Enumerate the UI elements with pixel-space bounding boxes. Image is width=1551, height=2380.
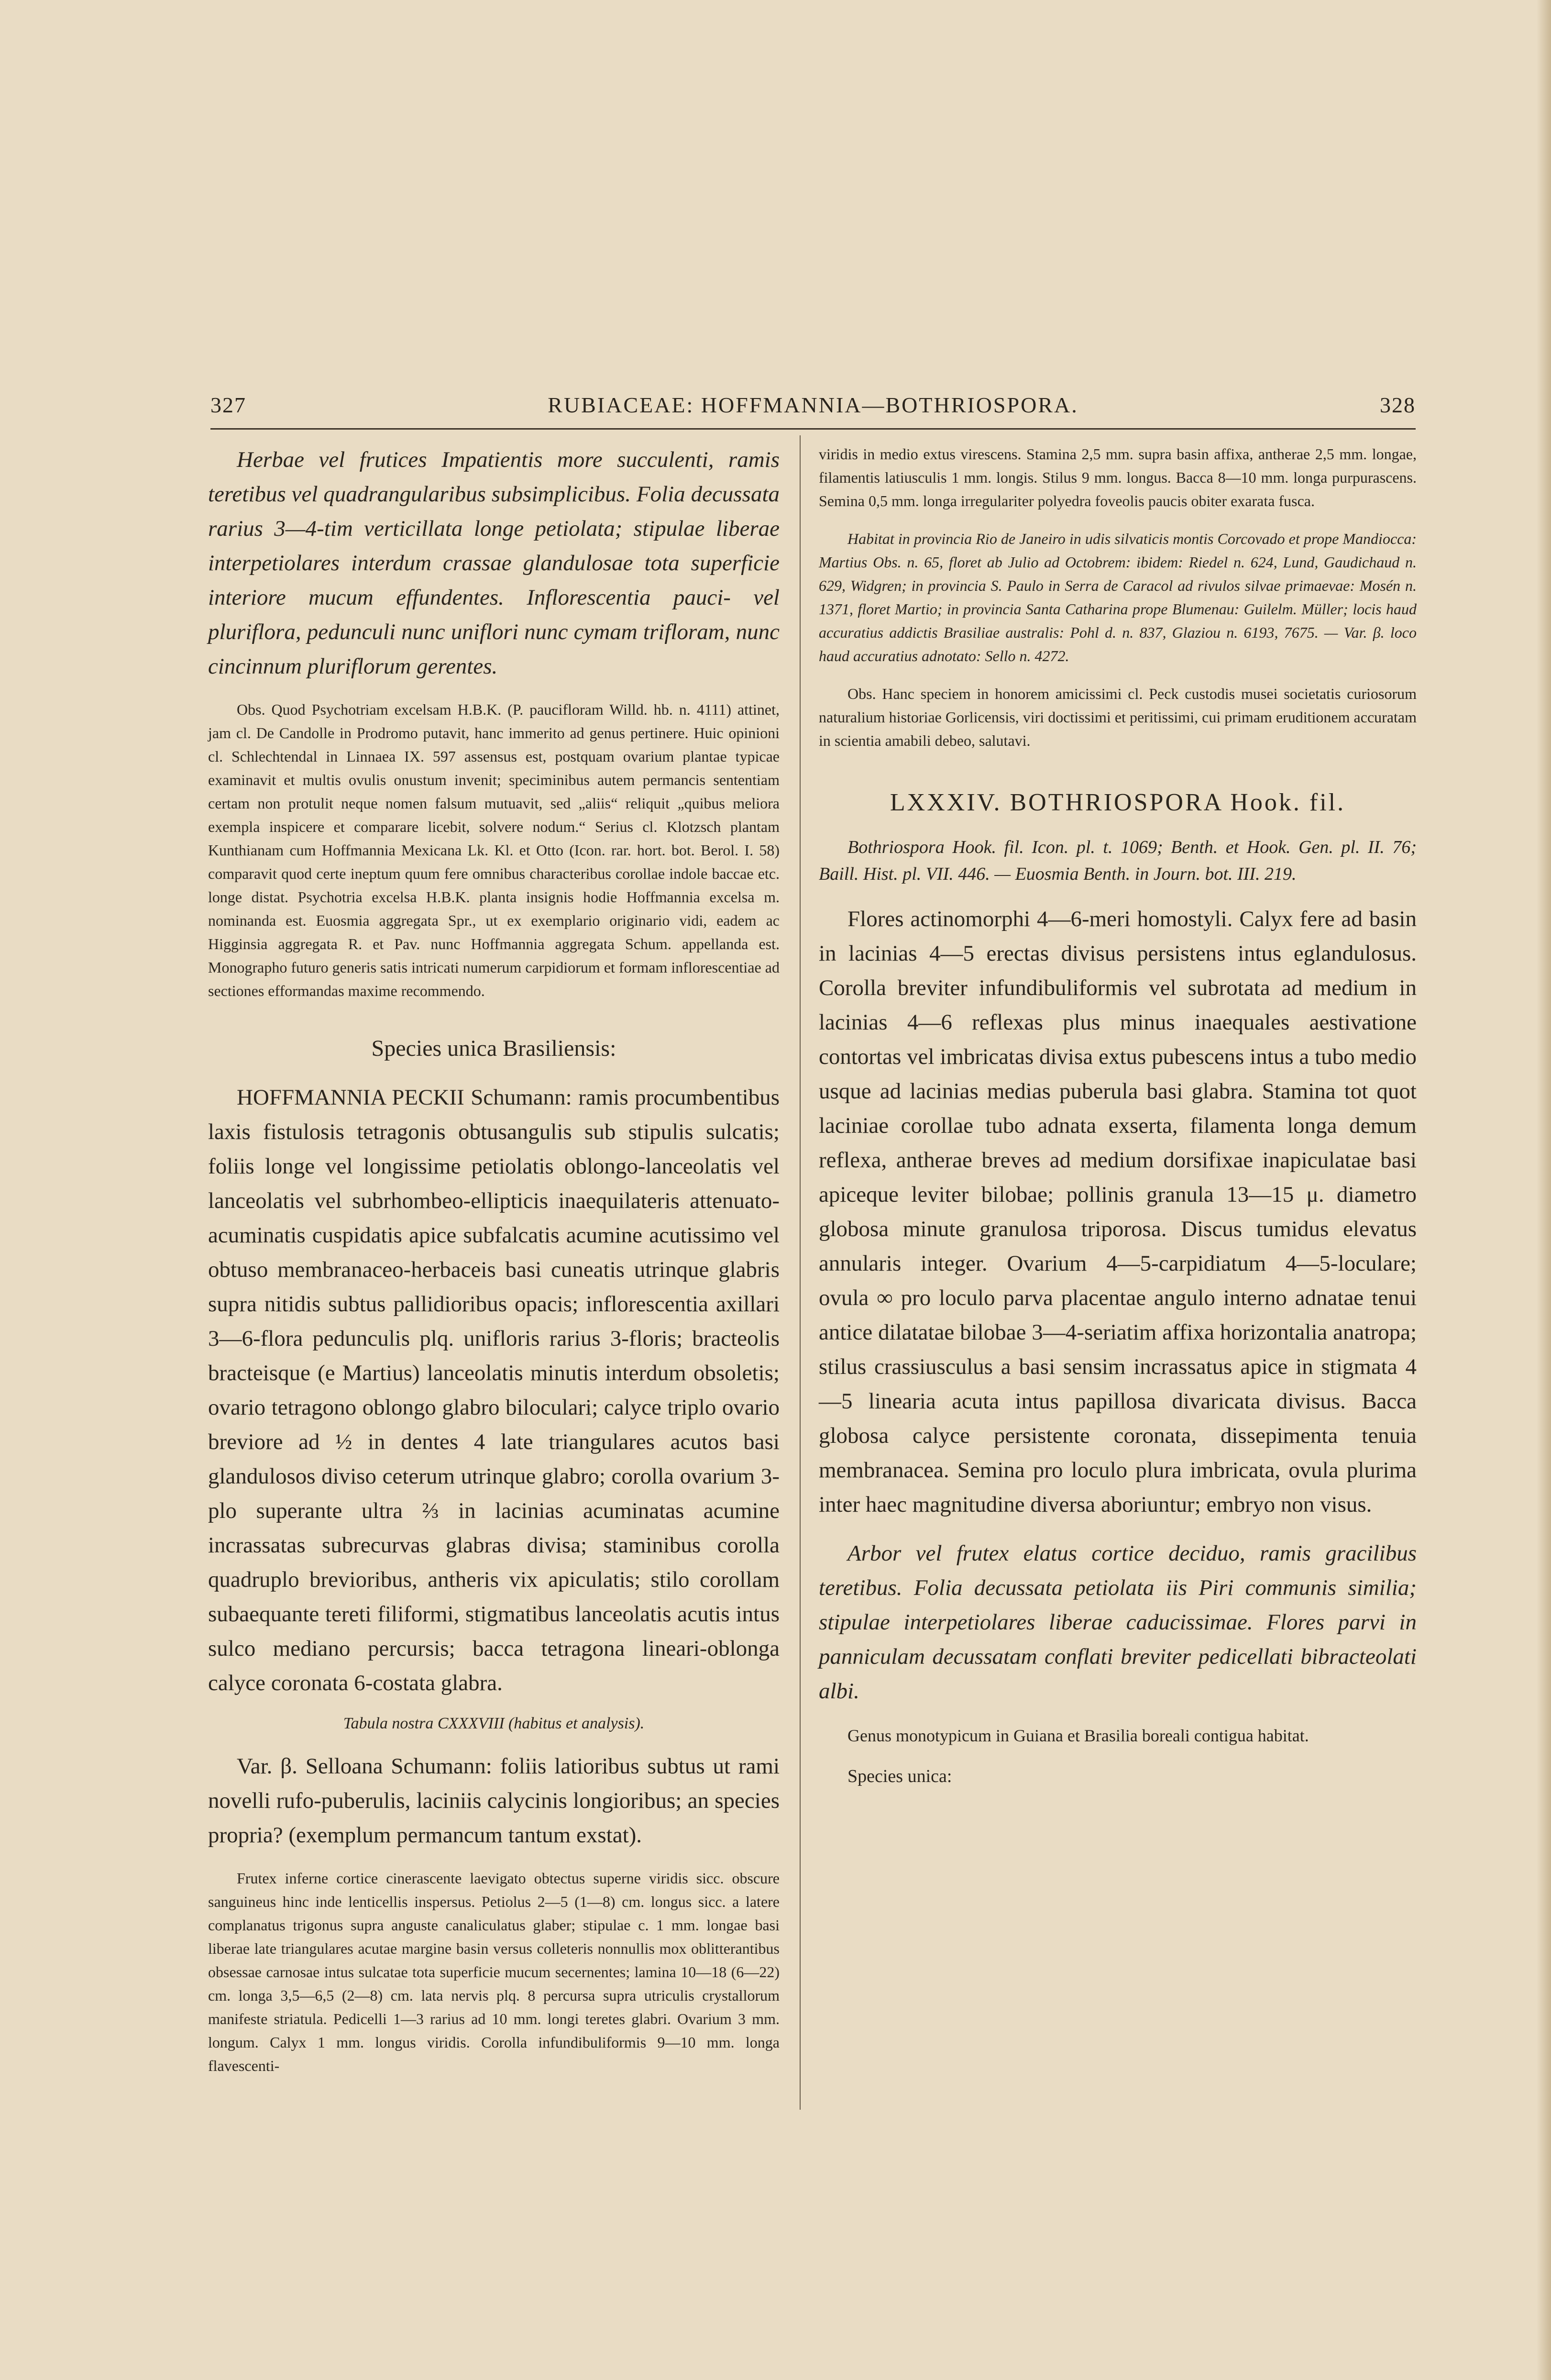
running-header [210, 392, 1416, 431]
species-heading: Species unica Brasiliensis: [371, 1036, 616, 1061]
plate-caption: Tabula nostra CXXXVIII (habitus et analysis). [343, 1715, 645, 1732]
page-edge-shadow [1537, 0, 1551, 2380]
column-divider [800, 435, 801, 2110]
running-title: RUBIACEAE: HOFFMANNIA—BOTHRIOSPORA. [548, 393, 1078, 417]
page-number-right: 328 [1380, 393, 1416, 417]
header-rule [210, 428, 1416, 430]
genus-characters: Flores actinomorphi 4—6-meri homostyli. Calyx fere ad basin in lacinias 4—5 erectas divisus persistens intus eglandulosus. Corolla breviter infundibuliformis vel subrotata ad medium in lacinias 4—6 reflexas plus minus inaequales aestivatione contortas vel imbricatas divisa extus pubescens intus a tubo medio usque ad lacinias medias puberula basi glabra. Stamina tot quot laciniae corollae tubo adnata exserta, filamenta longa demum reflexa, antherae breves ad medium dorsifixae inapiculatae basi apiceque leviter bilobae; pollinis granula 13—15 μ. diametro globosa minute granulosa triporosa. Discus tumidus elevatus annularis integer. Ovarium 4—5-carpidiatum 4—5-loculare; ovula ∞ pro loculo parva placentae angulo interno adnatae tenui antice dilatatae bilobae 3—4-seriatim affixa horizontalia anatropa; stilus crassiusculus a basi sensim incrassatus apice in stigmata 4—5 linearia acuta intus papillosa divaricata divisus. Bacca globosa calyce persistente coronata, dissepimenta tenuia membranacea. Semina pro loculo plura imbricata, ovula plurima inter haec magnitudine diversa aboriuntur; embryo non visus. [819, 907, 1417, 1517]
chapter-heading: LXXXIV. BOTHRIOSPORA Hook. fil. [890, 789, 1346, 816]
species-unica-label: Species unica: [847, 1766, 952, 1786]
right-column [819, 443, 1417, 1804]
detailed-description: Frutex inferne cortice cinerascente laevigato obtectus superne viridis sicc. obscure sanguineus hinc inde lenticellis inspersus. Petiolus 2—5 (1—8) cm. longus sicc. a latere complanatus trigonus supra anguste canaliculatus glaber; stipulae c. 1 mm. longae basi liberae late triangulares acutae margine basin versus colleteris nonnullis mox oblitterantibus obsessae carnosae intus sulcatae tota superficie mucum secernentes; lamina 10—18 (6—22) cm. longa 3,5—6,5 (2—8) cm. lata nervis plq. 8 percursa supra utriculis crystallorum manifeste striatula. Pedicelli 1—3 rarius ad 10 mm. longi teretes glabri. Ovarium 3 mm. longum. Calyx 1 mm. longus viridis. Corolla infundibuliformis 9—10 mm. longa flavescenti- [208, 1870, 780, 2074]
genus-description: Herbae vel frutices Impatientis more succulenti, ramis teretibus vel quadrangularibus subsimplicibus. Folia decussata rarius 3—4-tim verticillata longe petiolata; stipulae liberae interpetiolares interdum crassae glandulosae tota superficie interiore mucum effundentes. Inflorescentia pauci- vel pluriflora, pedunculi nunc uniflori nunc cymam trifloram, nunc cincinnum pluriflorum gerentes. [208, 447, 780, 679]
variety-description: Var. β. Selloana Schumann: foliis latioribus subtus ut rami novelli rufo-puberulis, laciniis calycinis longioribus; an species propria? (exemplum permancum tantum exstat). [208, 1754, 780, 1848]
synonymy: Bothriospora Hook. fil. Icon. pl. t. 1069; Benth. et Hook. Gen. pl. II. 76; Baill. Hist. pl. VII. 446. — Euosmia Benth. in Journ. bot. III. 219. [819, 837, 1417, 884]
page-number-left: 327 [210, 393, 246, 417]
habit-description: Arbor vel frutex elatus cortice deciduo, ramis gracilibus teretibus. Folia decussata petiolata iis Piri communis similia; stipulae interpetiolares liberae caducissimae. Flores parvi in panniculam decussatam conflati breviter pedicellati bibracteolati albi. [819, 1541, 1417, 1704]
habitat-note: Habitat in provincia Rio de Janeiro in udis silvaticis montis Corcovado et prope Mandiocca: Martius Obs. n. 65, floret ab Julio ad Octobrem: ibidem: Riedel n. 624, Lund, Gaudichaud n. 629, Widgren; in provincia S. Paulo in Serra de Caracol ad rivulos silvae primaevae: Mosén n. 1371, floret Martio; in provincia Santa Catharina prope Blumenau: Guilelm. Müller; locis haud accuratius addictis Brasiliae australis: Pohl d. n. 837, Glaziou n. 6193, 7675. — Var. β. loco haud accuratius adnotato: Sello n. 4272. [819, 530, 1417, 664]
species-description: HOFFMANNIA PECKII Schumann: ramis procumbentibus laxis fistulosis tetragonis obtusangulis sub stipulis sulcatis; foliis longe vel longissime petiolatis oblongo-lanceolatis vel lanceolatis vel subrhombeo-ellipticis inaequilateris attenuato-acuminatis cuspidatis apice subfalcatis acumine acutissimo vel obtuso membranaceo-herbaceis basi cuneatis utrinque glabris supra nitidis subtus pallidioribus opacis; inflorescentia axillari 3—6-flora pedunculis plq. unifloris rarius 3-floris; bracteolis bracteisque (e Martius) lanceolatis minutis interdum obsoletis; ovario tetragono oblongo glabro biloculari; calyce triplo ovario breviore ad ½ in dentes 4 late triangulares acutos basi glandulosos diviso ceterum utrinque glabro; corolla ovarium 3-plo superante ultra ⅔ in lacinias acuminatas acumine incrassatas subrecurvas glabras divisa; staminibus corolla quadruplo brevioribus, antheris vix apiculatis; stilo corollam subaequante tereti filiformi, stigmatibus lanceolatis acutis intus sulco mediano percursis; bacca tetragona lineari-oblonga calyce coronata 6-costata glabra. [208, 1085, 780, 1695]
dedication-note: Obs. Hanc speciem in honorem amicissimi cl. Peck custodis musei societatis curiosorum naturalium historiae Gorlicensis, viri doctissimi et peritissimi, cui primam eruditionem accuratam in scientia amabili debeo, salutavi. [819, 685, 1417, 749]
description-continued: viridis in medio extus virescens. Stamina 2,5 mm. supra basin affixa, antherae 2,5 mm. longae, filamentis latiusculis 1 mm. longis. Stilus 9 mm. longus. Bacca 8—10 mm. longa purpurascens. Semina 0,5 mm. longa irregulariter polyedra foveolis paucis obiter exarata fusca. [819, 445, 1417, 509]
left-column [208, 443, 780, 2092]
distribution-note: Genus monotypicum in Guiana et Brasilia boreali contigua habitat. [847, 1726, 1309, 1745]
observation-note: Obs. Quod Psychotriam excelsam H.B.K. (P. paucifloram Willd. hb. n. 4111) attinet, jam cl. De Candolle in Prodromo putavit, hanc immerito ad genus pertinere. Huic opinioni cl. Schlechtendal in Linnaea IX. 597 assensus est, postquam ovarium plantae typicae examinavit et multis ovulis onustum invenit; speciminibus autem permancis sententiam certam non protulit neque nomen falsum mutuavit, sed „aliis“ reliquit „quibus meliora exempla inspicere et comparare licebit, solvere nodum.“ Serius cl. Klotzsch plantam Kunthianam cum Hoffmannia Mexicana Lk. Kl. et Otto (Icon. rar. hort. bot. Berol. I. 58) comparavit quod certe ineptum quum fere omnibus characteribus corollae indole baccae etc. longe distat. Psychotria excelsa H.B.K. planta insignis hodie Hoffmannia excelsa m. nominanda est. Euosmia aggregata Spr., ut ex exemplario originario vidi, eadem ac Higginsia aggregata R. et Pav. nunc Hoffmannia aggregata Schum. appellanda est. Monographo futuro generis satis intricati numerum carpidiorum et formam inflorescentiae ad sectiones efformandas maxime recommendo. [208, 701, 780, 999]
